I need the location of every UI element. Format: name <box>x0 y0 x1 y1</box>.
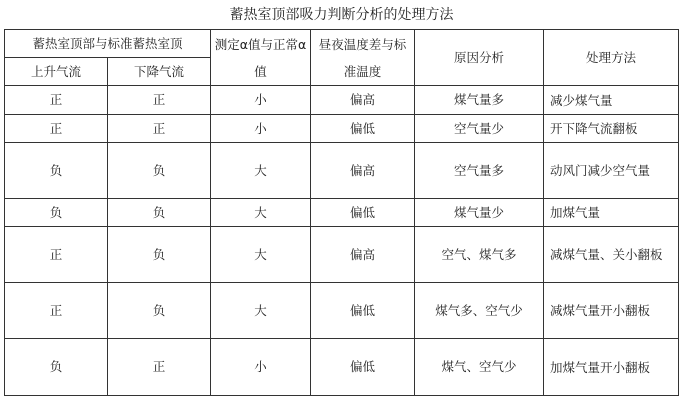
cell-up: 负 <box>5 199 108 227</box>
cell-alpha: 大 <box>211 283 311 339</box>
header-method: 处理方法 <box>544 30 679 86</box>
table-title: 蓄热室顶部吸力判断分析的处理方法 <box>229 7 454 23</box>
cell-diff: 偏低 <box>311 199 415 227</box>
cell-up: 负 <box>5 339 108 396</box>
cell-down: 正 <box>108 115 211 143</box>
cell-method: 减煤气量开小翻板 <box>544 283 679 339</box>
header-group: 蓄热室顶部与标准蓄热室顶 <box>5 30 211 58</box>
cell-down: 正 <box>108 339 211 396</box>
cell-cause: 煤气、空气少 <box>415 339 544 396</box>
header-cause: 原因分析 <box>415 30 544 86</box>
cell-down: 负 <box>108 227 211 283</box>
cell-diff: 偏高 <box>311 86 415 115</box>
cell-alpha: 大 <box>211 227 311 283</box>
analysis-table <box>4 29 679 396</box>
cell-up: 负 <box>5 143 108 199</box>
cell-cause: 煤气量多 <box>415 86 544 115</box>
cell-method: 减煤气量、关小翻板 <box>544 227 679 283</box>
table-row <box>5 339 679 396</box>
cell-alpha: 大 <box>211 199 311 227</box>
table-row <box>5 283 679 339</box>
header-alpha: 测定α值与正常α值 <box>211 30 311 86</box>
cell-alpha: 小 <box>211 339 311 396</box>
header-down: 下降气流 <box>108 58 211 86</box>
cell-method: 开下降气流翻板 <box>544 115 679 143</box>
table-row <box>5 115 679 143</box>
cell-cause: 空气量少 <box>415 115 544 143</box>
cell-down: 负 <box>108 199 211 227</box>
cell-diff: 偏高 <box>311 227 415 283</box>
table-row <box>5 227 679 283</box>
cell-diff: 偏高 <box>311 143 415 199</box>
table-row <box>5 199 679 227</box>
table-row <box>5 86 679 115</box>
cell-up: 正 <box>5 227 108 283</box>
cell-up: 正 <box>5 86 108 115</box>
cell-alpha: 小 <box>211 86 311 115</box>
header-row-1 <box>5 30 679 58</box>
cell-down: 正 <box>108 86 211 115</box>
cell-method: 动风门减少空气量 <box>544 143 679 199</box>
cell-cause: 煤气量少 <box>415 199 544 227</box>
cell-cause: 空气量多 <box>415 143 544 199</box>
cell-diff: 偏低 <box>311 283 415 339</box>
cell-diff: 偏低 <box>311 339 415 396</box>
cell-alpha: 大 <box>211 143 311 199</box>
cell-up: 正 <box>5 115 108 143</box>
header-up: 上升气流 <box>5 58 108 86</box>
cell-down: 负 <box>108 283 211 339</box>
cell-up: 正 <box>5 283 108 339</box>
cell-cause: 空气、煤气多 <box>415 227 544 283</box>
cell-method: 加煤气量开小翻板 <box>544 339 679 396</box>
cell-method: 减少煤气量 <box>544 86 679 115</box>
cell-diff: 偏低 <box>311 115 415 143</box>
header-diff: 昼夜温度差与标准温度 <box>311 30 415 86</box>
table-row <box>5 143 679 199</box>
cell-method: 加煤气量 <box>544 199 679 227</box>
cell-cause: 煤气多、空气少 <box>415 283 544 339</box>
cell-alpha: 小 <box>211 115 311 143</box>
cell-down: 负 <box>108 143 211 199</box>
